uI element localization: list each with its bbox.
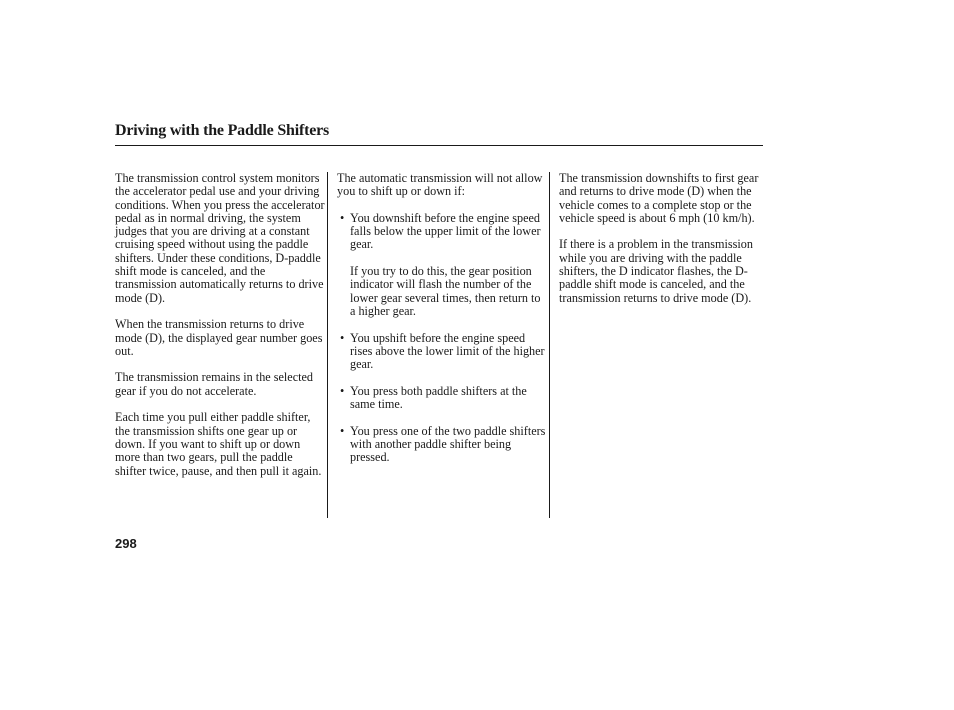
paragraph-shift-restriction-intro: The automatic transmission will not allow you to shift up or down if: bbox=[337, 171, 543, 199]
bullet-icon: • bbox=[340, 330, 345, 345]
bullet-icon: • bbox=[340, 210, 345, 225]
list-item-text: You press one of the two paddle shifters with another paddle shifter being pressed. bbox=[350, 423, 546, 465]
column-divider-2 bbox=[549, 172, 550, 518]
column-right bbox=[559, 172, 765, 318]
paragraph-paddle-pull: Each time you pull either paddle shifter, the transmission shifts one gear up or down. If you want to shift up or down more than two gears, pull the paddle shifter twice, pause, and then pull it again. bbox=[115, 410, 322, 478]
list-item-note bbox=[337, 265, 547, 318]
paragraph-drive-mode-return: When the transmission returns to drive mode (D), the displayed gear number goes out. bbox=[115, 317, 323, 358]
list-item bbox=[337, 332, 547, 372]
list-item-text: You press both paddle shifters at the same time. bbox=[350, 383, 527, 412]
shift-restriction-list bbox=[337, 212, 547, 465]
paragraph-downshift-first-gear: The transmission downshifts to first gear and returns to drive mode (D) when the vehicle comes to a complete stop or the vehicle speed is about 6 mph (10 km/h). bbox=[559, 171, 759, 225]
bullet-icon: • bbox=[340, 383, 345, 398]
paragraph-control-system: The transmission control system monitors the accelerator pedal use and your driving conditions. When you press the accelerator pedal as in normal driving, the system judges that you are driving at a constant cruising speed without using the paddle shifters. Under these conditions, D-paddle shift mode is canceled, and the transmission automatically returns to drive mode (D). bbox=[115, 171, 325, 305]
gear-indicator-note: If you try to do this, the gear position indicator will flash the number of the lower gear several times, then return to a higher gear. bbox=[350, 264, 541, 318]
list-item bbox=[337, 425, 547, 465]
column-middle bbox=[337, 172, 547, 478]
section-heading: Driving with the Paddle Shifters bbox=[115, 122, 330, 139]
bullet-icon: • bbox=[340, 423, 345, 438]
heading-rule bbox=[115, 145, 763, 146]
list-item-text: You downshift before the engine speed falls below the upper limit of the lower gear. bbox=[350, 210, 541, 252]
list-item-text: You upshift before the engine speed rises above the lower limit of the higher gear. bbox=[350, 330, 545, 372]
list-item bbox=[337, 385, 547, 412]
paragraph-selected-gear: The transmission remains in the selected gear if you do not accelerate. bbox=[115, 370, 313, 398]
page-number: 298 bbox=[115, 536, 137, 551]
column-left bbox=[115, 172, 325, 491]
paragraph-transmission-problem: If there is a problem in the transmission while you are driving with the paddle shifters, the D indicator flashes, the D-paddle shift mode is canceled, and the transmission returns to drive mode (D). bbox=[559, 237, 753, 305]
list-item bbox=[337, 212, 547, 252]
column-divider-1 bbox=[327, 172, 328, 518]
